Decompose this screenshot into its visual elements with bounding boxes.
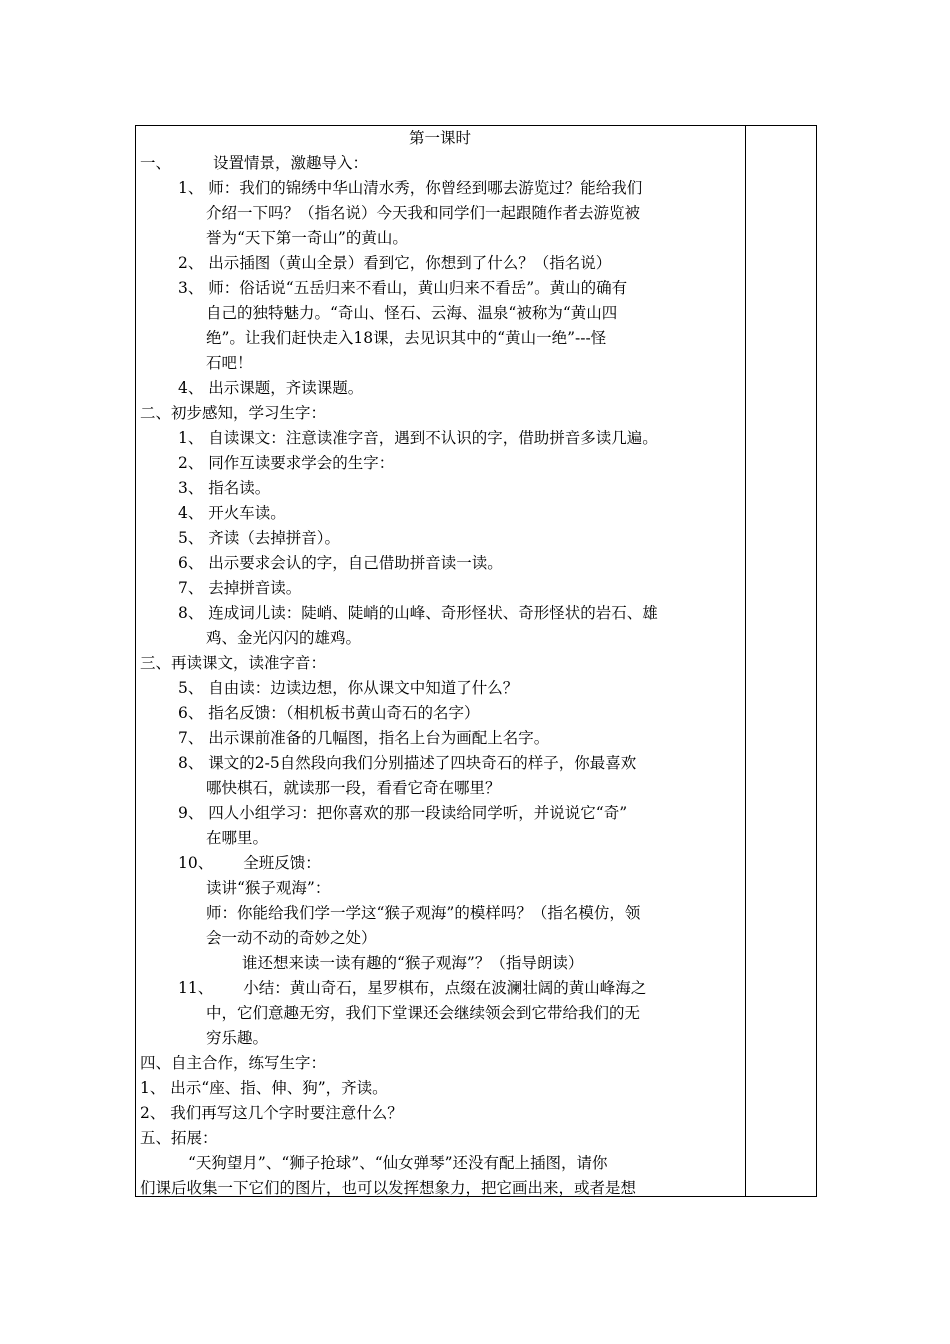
list-item: 4、 出示课题，齐读课题。 — [178, 379, 364, 397]
list-item: 5、 自由读：边读边想，你从课文中知道了什么？ — [178, 679, 519, 697]
section-heading: 二、初步感知，学习生字： — [140, 404, 327, 422]
section-heading: 五、拓展： — [140, 1129, 218, 1147]
list-item-continuation: 自己的独特魅力。“奇山、怪石、云海、温泉“被称为“黄山四 — [206, 304, 618, 322]
list-item: 9、 四人小组学习：把你喜欢的那一段读给同学听，并说说它“奇” — [178, 804, 628, 822]
paragraph-line: “天狗望月”、“狮子抢球”、“仙女弹琴”还没有配上插图，请你 — [188, 1154, 608, 1172]
list-item: 8、 连成词儿读：陡峭、陡峭的山峰、奇形怪状、奇形怪状的岩石、雄 — [178, 604, 658, 622]
list-item-continuation: 谁还想来读一读有趣的“猴子观海”？（指导朗读） — [242, 954, 584, 972]
section-heading: 一、 设置情景，激趣导入： — [140, 154, 369, 172]
list-item: 1、 师：我们的锦绣中华山清水秀，你曾经到哪去游览过？能给我们 — [178, 179, 643, 197]
lesson-title: 第一课时 — [408, 129, 471, 147]
list-item: 10、 全班反馈： — [178, 854, 321, 872]
section-heading: 三、再读课文，读准字音： — [140, 654, 327, 672]
table-column-divider — [745, 125, 746, 1197]
list-item-continuation: 介绍一下吗？（指名说）今天我和同学们一起跟随作者去游览被 — [206, 204, 641, 222]
list-item: 8、 课文的2-5自然段向我们分别描述了四块奇石的样子，你最喜欢 — [178, 754, 637, 772]
list-item-continuation: 师：你能给我们学一学这“猴子观海”的模样吗？（指名模仿，领 — [206, 904, 641, 922]
list-item-continuation: 誉为“天下第一奇山”的黄山。 — [206, 229, 408, 247]
list-item: 6、 指名反馈：（相机板书黄山奇石的名字） — [178, 704, 480, 722]
list-item: 3、 师：俗话说“五岳归来不看山，黄山归来不看岳”。黄山的确有 — [178, 279, 628, 297]
list-item: 1、 出示“座、指、伸、狗”，齐读。 — [140, 1079, 388, 1097]
list-item: 3、 指名读。 — [178, 479, 271, 497]
section-heading: 四、自主合作，练写生字： — [140, 1054, 327, 1072]
list-item: 7、 去掉拼音读。 — [178, 579, 302, 597]
list-item: 2、 出示插图（黄山全景）看到它，你想到了什么？（指名说） — [178, 254, 612, 272]
list-item: 1、 自读课文：注意读准字音，遇到不认识的字，借助拼音多读几遍。 — [178, 429, 658, 447]
list-item-continuation: 石吧！ — [206, 354, 253, 372]
list-item-continuation: 哪快棋石，就读那一段，看看它奇在哪里？ — [206, 779, 501, 797]
list-item: 2、 同作互读要求学会的生字： — [178, 454, 395, 472]
paragraph-line: 们课后收集一下它们的图片，也可以发挥想象力，把它画出来，或者是想 — [140, 1179, 637, 1197]
list-item: 2、 我们再写这几个字时要注意什么？ — [140, 1104, 403, 1122]
list-item-continuation: 读讲“猴子观海”： — [206, 879, 331, 897]
list-item: 5、 齐读（去掉拼音）。 — [178, 529, 341, 547]
list-item-continuation: 中，它们意趣无穷，我们下堂课还会继续领会到它带给我们的无 — [206, 1004, 641, 1022]
list-item-continuation: 穷乐趣。 — [206, 1029, 269, 1047]
list-item: 11、 小结：黄山奇石，星罗棋布，点缀在波澜壮阔的黄山峰海之 — [178, 979, 647, 997]
list-item: 7、 出示课前准备的几幅图，指名上台为画配上名字。 — [178, 729, 550, 747]
list-item-continuation: 在哪里。 — [206, 829, 269, 847]
list-item: 4、 开火车读。 — [178, 504, 286, 522]
list-item: 6、 出示要求会认的字，自己借助拼音读一读。 — [178, 554, 503, 572]
list-item-continuation: 鸡、金光闪闪的雄鸡。 — [206, 629, 362, 647]
list-item-continuation: 绝”。让我们赶快走入18课，去见识其中的“黄山一绝”---怪 — [206, 329, 607, 347]
list-item-continuation: 会一动不动的奇妙之处） — [206, 929, 377, 947]
lesson-content — [140, 126, 740, 1201]
